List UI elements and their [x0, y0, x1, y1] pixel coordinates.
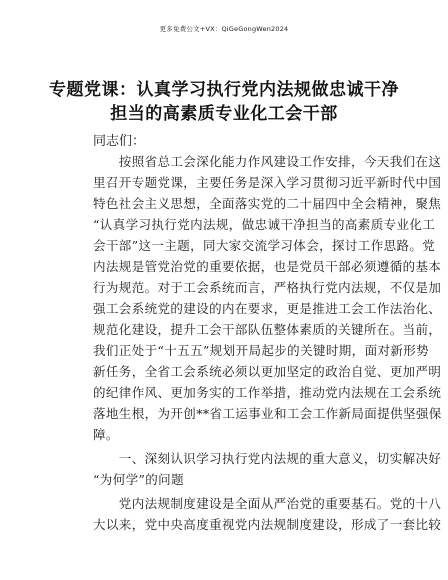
body-line: 我们正处于“十五五”规划开局起步的关键时期，面对新形势	[93, 343, 430, 358]
body-line: “认真学习执行党内法规，做忠诚干净担当的高素质专业化工	[93, 217, 436, 232]
body-line: 障。	[93, 427, 119, 442]
body-line: 的纪律作风、更加务实的工作举措，推动党内法规在工会系统	[93, 385, 442, 400]
section-heading-line: “为何学”的问题	[93, 472, 184, 487]
body-line: 会干部”这一主题，同大家交流学习体会，探讨工作思路。党	[93, 238, 436, 253]
body-line: 里召开专题党课，主要任务是深入学习贯彻习近平新时代中国	[93, 175, 442, 190]
body-line: 行为规范。对于工会系统而言，严格执行党内法规，不仅是加	[93, 280, 442, 295]
section-heading-line: 一、深刻认识学习执行党内法规的重大意义，切实解决好	[93, 451, 442, 466]
body-line: 党内法规制度建设是全面从严治党的重要基石。党的十八	[93, 496, 442, 511]
document-title-line-2: 担当的高素质专业化工会干部	[110, 104, 338, 124]
body-line: 内法规是管党治党的重要依据，也是党员干部必须遵循的基本	[93, 259, 442, 274]
body-line: 强工会系统党的建设的内在要求，更是推进工会工作法治化、	[93, 301, 442, 316]
body-line: 规范化建设，提升工会干部队伍整体素质的关键所在。当前，	[93, 322, 442, 337]
body-line: 新任务，全省工会系统必须以更加坚定的政治自觉、更加严明	[93, 364, 442, 379]
body-line: 特色社会主义思想，全面落实党的二十届四中全会精神，聚焦	[93, 196, 442, 211]
body-line: 落地生根，为开创**省工运事业和工会工作新局面提供坚强保	[93, 406, 442, 421]
document-title-line-1: 专题党课：认真学习执行党内法规做忠诚干净	[49, 80, 399, 100]
body-line: 按照省总工会深化能力作风建设工作安排，今天我们在这	[93, 154, 442, 169]
body-line: 大以来，党中央高度重视党内法规制度建设，形成了一套比较	[93, 517, 442, 532]
greeting: 同志们：	[93, 134, 146, 149]
header-note: 更多免费公文+VX：QiGeGongWen2024	[159, 25, 289, 33]
